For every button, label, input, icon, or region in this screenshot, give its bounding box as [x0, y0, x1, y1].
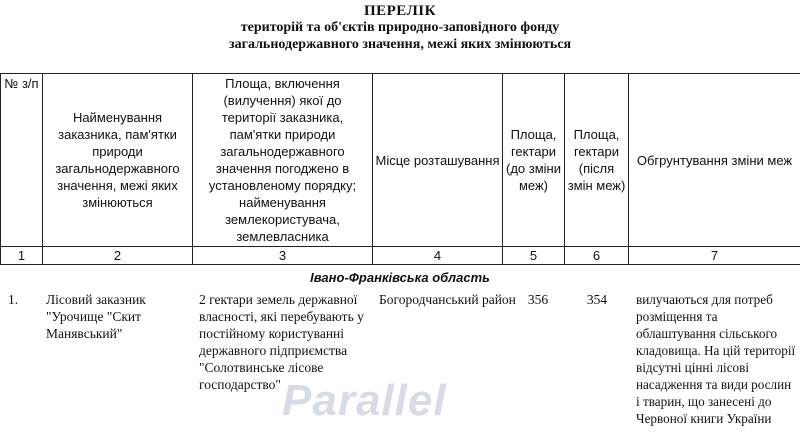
document-subtitle-line2: загальнодержавного значення, межі яких змінюються — [228, 37, 572, 52]
column-number: 7 — [629, 247, 800, 265]
entry-number: 1. — [8, 292, 19, 307]
table-header-row — [1, 74, 800, 247]
watermark-logo: Parallel — [282, 376, 447, 425]
header-area-description: Площа, включення (вилучення) якої до території заказника, пам'ятки природи загальнодержавного значення погоджено в установленому порядку; найменування землекористувача, землевласника — [193, 74, 373, 247]
column-number: 5 — [503, 247, 565, 265]
column-number: 3 — [193, 247, 373, 265]
header-number: № з/п — [1, 74, 43, 247]
column-number: 4 — [373, 247, 503, 265]
column-number-row — [1, 247, 800, 265]
header-justification: Обгрунтування зміни меж — [629, 74, 800, 247]
entry-name: Лісовий заказник "Урочище "Скит Манявський" — [46, 292, 146, 341]
column-number: 6 — [565, 247, 629, 265]
entry-location: Богородчанський район — [379, 292, 516, 307]
column-number: 2 — [43, 247, 193, 265]
document-subtitle-line1: територій та об'єктів природно-заповідного фонду — [240, 20, 560, 35]
header-area-before: Площа, гектари (до зміни меж) — [503, 74, 565, 247]
region-heading: Івано-Франківська область — [310, 270, 490, 285]
header-name: Найменування заказника, пам'ятки природи загальнодержавного значення, межі яких змінюються — [43, 74, 193, 247]
column-number: 1 — [1, 247, 43, 265]
header-area-after: Площа, гектари (після змін меж) — [565, 74, 629, 247]
entry-area-after: 354 — [586, 292, 608, 307]
entry-area-description: 2 гектари земель державної власності, які перебувають у постійному користуванні державного підприємства "Солотвинське лісове господарство" — [199, 292, 364, 392]
header-location: Місце розташування — [373, 74, 503, 247]
register-table — [0, 73, 800, 265]
entry-justification: вилучаються для потреб розміщення та облаштування сільського кладовища. На цій території відсутні цінні лісові насадження та види рослин і тварин, що занесені до Червоної книги України — [636, 292, 796, 426]
document-title: ПЕРЕЛІК — [363, 3, 437, 19]
entry-area-before: 356 — [527, 292, 549, 307]
